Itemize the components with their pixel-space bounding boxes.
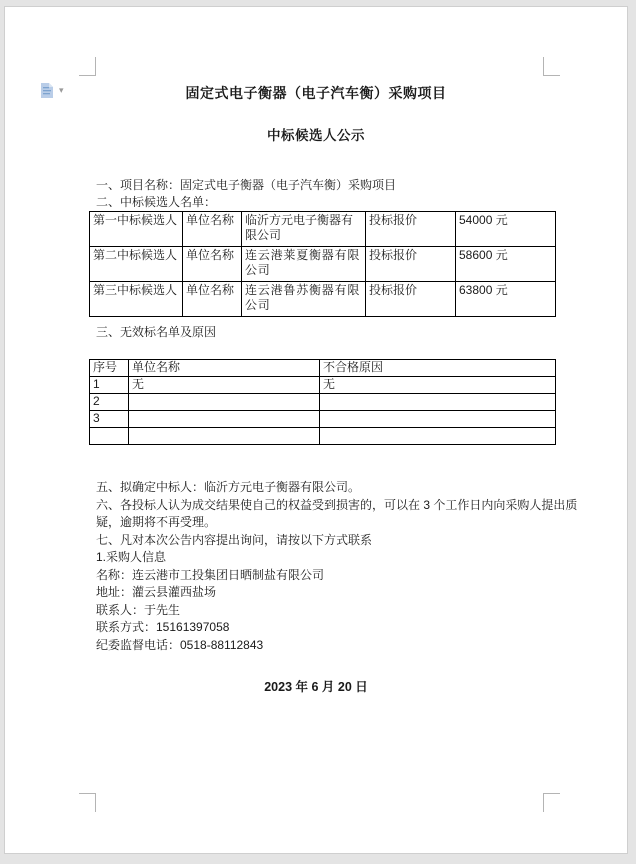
table-header-row [90,360,556,377]
table-row [90,247,556,282]
cell-index: 1 [90,377,129,394]
cell-unit [129,428,320,445]
supervision-phone-line: 纪委监督电话：0518-88112843 [96,637,264,652]
cell-reason [320,411,556,428]
margin-corner-mark-top-right [543,57,560,76]
margin-corner-mark-bottom-right [543,793,560,812]
cell-index: 3 [90,411,129,428]
paragraph-line: 疑，逾期将不再受理。 [96,515,217,529]
bid-price-value: 58600 元 [456,247,556,282]
cell-unit [129,411,320,428]
section-3-heading: 三、无效标名单及原因 [96,325,217,339]
invalid-bids-table [89,359,556,445]
chevron-down-icon[interactable]: ▾ [59,85,64,95]
table-row [90,282,556,317]
contact-person-line: 联系人：于先生 [96,602,181,617]
paragraph-line: 五、拟确定中标人：临沂方元电子衡器有限公司。 [96,480,361,494]
unit-name-label: 单位名称 [183,247,242,282]
table-row [90,411,556,428]
cell-reason [320,394,556,411]
paragraph-line: 七、凡对本次公告内容提出询问，请按以下方式联系 [96,532,373,547]
section-2-heading: 二、中标候选人名单： [96,195,217,209]
notice-paragraphs [96,479,577,654]
table-row [90,394,556,411]
page-title: 固定式电子衡器（电子汽车衡）采购项目 [185,85,447,101]
table-row [90,212,556,247]
cell-index: 2 [90,394,129,411]
page-subtitle: 中标候选人公示 [267,128,365,143]
purchaser-name-line: 名称：连云港市工投集团日晒制盐有限公司 [96,567,325,582]
margin-corner-mark-bottom-left [79,793,96,812]
section-1-project-name: 一、项目名称：固定式电子衡器（电子汽车衡）采购项目 [96,178,397,192]
col-header-unit: 单位名称 [129,360,320,377]
announcement-date: 2023 年 6 月 20 日 [264,680,368,694]
col-header-reason: 不合格原因 [320,360,556,377]
cell-reason [320,428,556,445]
cell-unit: 无 [129,377,320,394]
bid-price-value: 63800 元 [456,282,556,317]
company-name: 连云港鲁苏衡器有限公司 [242,282,366,317]
candidate-rank: 第一中标候选人 [90,212,183,247]
bid-price-label: 投标报价 [366,247,456,282]
cell-unit [129,394,320,411]
table-row [90,377,556,394]
margin-corner-mark-top-left [79,57,96,76]
unit-name-label: 单位名称 [183,212,242,247]
bid-price-label: 投标报价 [366,212,456,247]
document-page [4,6,628,854]
cell-reason: 无 [320,377,556,394]
company-name: 临沂方元电子衡器有限公司 [242,212,366,247]
purchaser-address-line: 地址：灌云县灌西盐场 [96,585,217,599]
unit-name-label: 单位名称 [183,282,242,317]
bid-price-label: 投标报价 [366,282,456,317]
candidate-rank: 第三中标候选人 [90,282,183,317]
paragraph-line: 1.采购人信息 [96,550,167,564]
table-row [90,428,556,445]
candidate-rank: 第二中标候选人 [90,247,183,282]
bid-price-value: 54000 元 [456,212,556,247]
cell-index [90,428,129,445]
company-name: 连云港莱夏衡器有限公司 [242,247,366,282]
candidates-table [89,211,556,317]
col-header-index: 序号 [90,360,129,377]
paragraph-line: 六、各投标人认为成交结果使自己的权益受到损害的，可以在 3 个工作日内向采购人提出质 [96,497,578,512]
contact-phone-line: 联系方式：15161397058 [96,620,230,634]
